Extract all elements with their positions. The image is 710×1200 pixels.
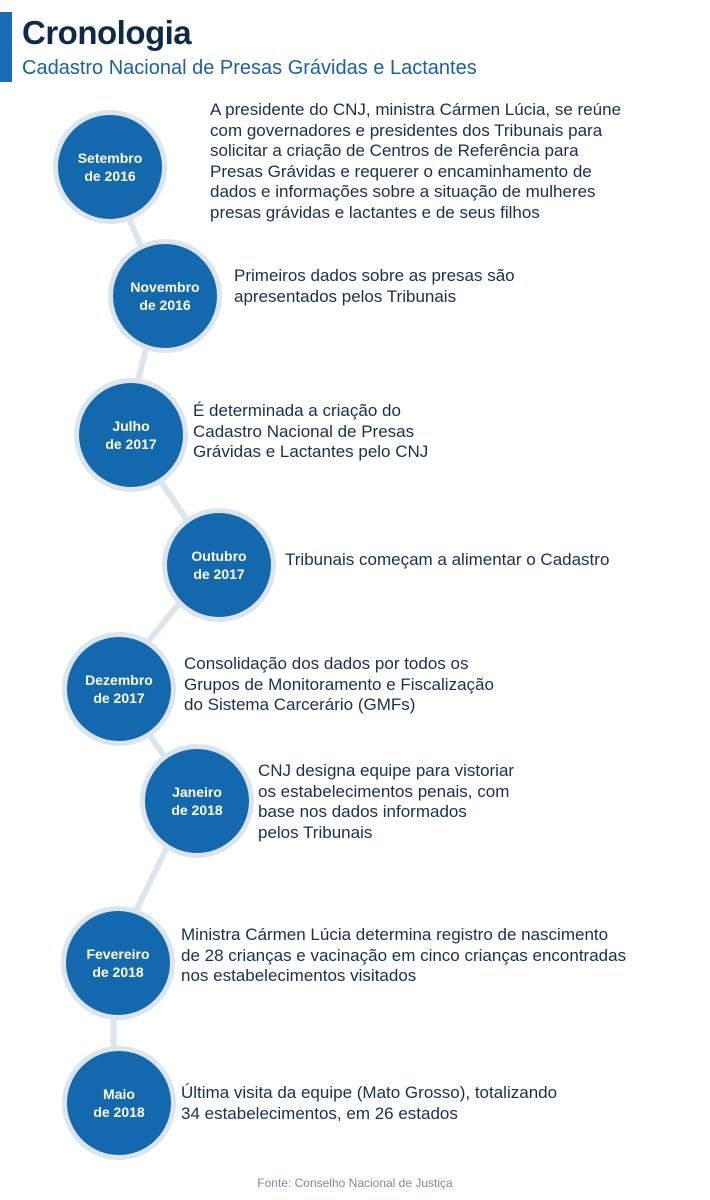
- timeline-description: CNJ designa equipe para vistoriar os estabelecimentos penais, com base nos dados informados pelos Tribunais: [258, 761, 515, 842]
- node-date-year: de 2017: [105, 436, 157, 452]
- timeline-node-novembro-2016: [108, 239, 222, 353]
- timeline-node-dezembro-2017: [62, 632, 176, 746]
- timeline-description: Consolidação dos dados por todos os Grupos de Monitoramento e Fiscalização do Sistema Carcerário (GMFs): [184, 654, 494, 714]
- timeline-node-setembro-2016: [53, 110, 167, 224]
- node-date-month: Setembro: [77, 150, 143, 166]
- timeline-description: Primeiros dados sobre as presas são apresentados pelos Tribunais: [234, 266, 515, 306]
- timeline-description: A presidente do CNJ, ministra Cármen Lúcia, se reúne com governadores e presidentes dos Tribunais para solicitar a criação de Centros de Referência para Presas Grávidas e requerer o encaminhamento de dados e informações sobre a situação de mulheres presas grávidas e lactantes e de seus filhos: [210, 100, 622, 222]
- source-credit: Fonte: Conselho Nacional de Justiça: [257, 1176, 453, 1190]
- timeline-description: Última visita da equipe (Mato Grosso), totalizando 34 estabelecimentos, em 26 estados: [181, 1083, 558, 1123]
- node-date-month: Outubro: [191, 548, 247, 564]
- timeline-node-julho-2017: [74, 378, 188, 492]
- node-date-year: de 2017: [193, 566, 245, 582]
- node-date-year: de 2016: [139, 297, 191, 313]
- node-date-month: Janeiro: [172, 784, 222, 800]
- timeline-node-maio-2018: [62, 1046, 176, 1160]
- timeline-description: Ministra Cármen Lúcia determina registro de nascimento de 28 crianças e vacinação em cinco crianças encontradas nos estabelecimentos visitados: [181, 925, 627, 985]
- node-date-month: Maio: [103, 1086, 135, 1102]
- node-date-year: de 2018: [171, 802, 223, 818]
- page-title: Cronologia: [22, 14, 192, 51]
- node-date-month: Novembro: [130, 279, 200, 295]
- node-date-year: de 2018: [93, 1104, 145, 1120]
- page-subtitle: Cadastro Nacional de Presas Grávidas e Lactantes: [22, 57, 477, 79]
- node-date-month: Julho: [112, 418, 150, 434]
- node-date-month: Dezembro: [85, 672, 153, 688]
- node-date-year: de 2018: [92, 964, 144, 980]
- timeline-node-janeiro-2018: [140, 744, 254, 858]
- timeline-description: Tribunais começam a alimentar o Cadastro: [285, 550, 610, 569]
- node-date-month: Fevereiro: [86, 946, 150, 962]
- timeline-description: É determinada a criação do Cadastro Nacional de Presas Grávidas e Lactantes pelo CNJ: [193, 401, 429, 461]
- timeline-node-outubro-2017: [162, 508, 276, 622]
- timeline-node-fevereiro-2018: [61, 906, 175, 1020]
- node-date-year: de 2016: [84, 168, 136, 184]
- node-date-year: de 2017: [93, 690, 145, 706]
